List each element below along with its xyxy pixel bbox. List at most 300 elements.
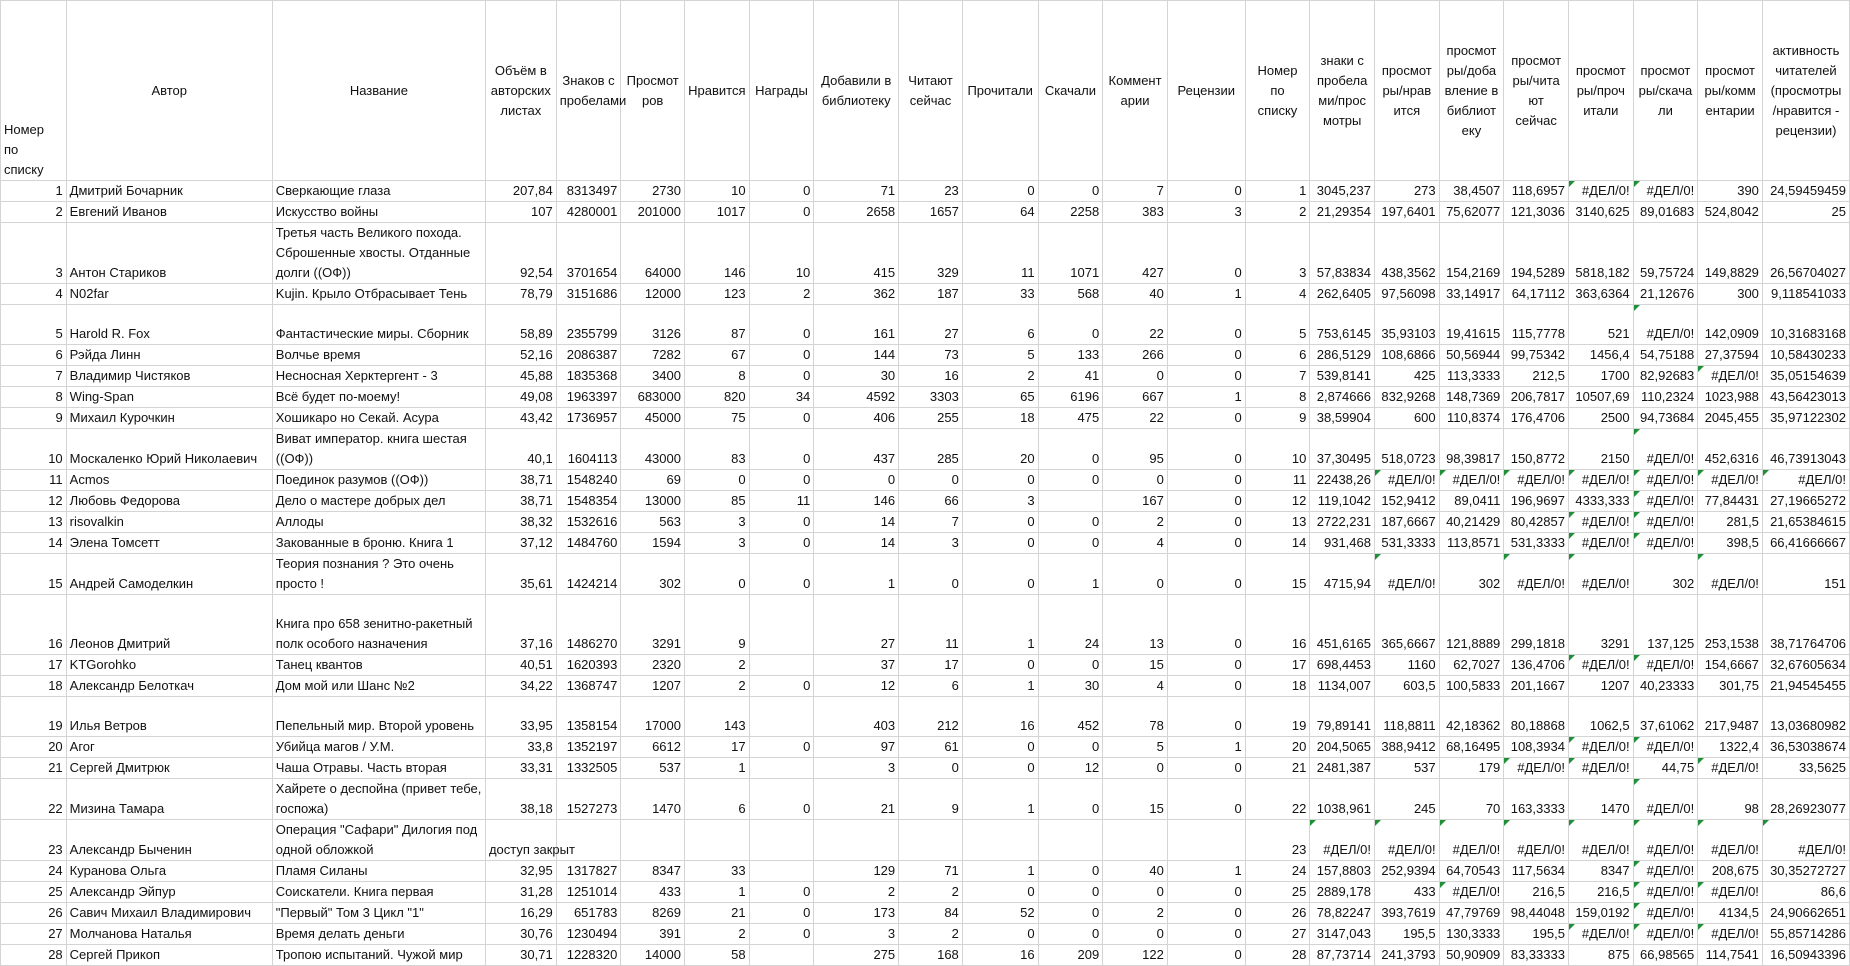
table-cell[interactable]: 10 [749,223,814,284]
table-cell[interactable]: Агог [66,737,272,758]
table-cell[interactable]: 24 [1245,861,1310,882]
table-cell[interactable]: 32,95 [485,861,556,882]
table-cell[interactable]: 518,0723 [1374,429,1439,470]
table-cell[interactable]: 64,17112 [1504,284,1569,305]
table-cell[interactable]: 17 [1245,655,1310,676]
table-cell[interactable]: 2,874666 [1310,387,1375,408]
table-cell[interactable]: 113,8571 [1439,533,1504,554]
table-cell[interactable]: 73 [899,345,963,366]
table-cell[interactable]: 362 [814,284,899,305]
table-cell[interactable]: #ДЕЛ/0! [1633,491,1698,512]
table-cell[interactable]: 0 [1167,924,1245,945]
table-cell[interactable]: #ДЕЛ/0! [1439,820,1504,861]
table-cell[interactable]: 24 [1,861,67,882]
table-cell[interactable]: 36,53038674 [1762,737,1849,758]
table-cell[interactable]: 13 [1103,595,1168,655]
table-cell[interactable]: 4 [1245,284,1310,305]
table-cell[interactable]: #ДЕЛ/0! [1633,924,1698,945]
table-cell[interactable]: 391 [621,924,685,945]
table-cell[interactable]: 24,59459459 [1762,181,1849,202]
table-cell[interactable]: 0 [1167,779,1245,820]
table-cell[interactable]: 427 [1103,223,1168,284]
table-cell[interactable]: Несносная Херктергент - 3 [272,366,485,387]
table-cell[interactable]: #ДЕЛ/0! [1698,366,1763,387]
table-cell[interactable]: 23 [1,820,67,861]
table-cell[interactable]: 0 [1038,533,1103,554]
table-cell[interactable]: 2889,178 [1310,882,1375,903]
table-cell[interactable]: 38,59904 [1310,408,1375,429]
table-cell[interactable]: #ДЕЛ/0! [1439,882,1504,903]
table-cell[interactable]: 154,2169 [1439,223,1504,284]
table-cell[interactable]: Чаша Отравы. Часть вторая [272,758,485,779]
table-cell[interactable]: #ДЕЛ/0! [1504,470,1569,491]
table-cell[interactable]: 195,5 [1504,924,1569,945]
table-cell[interactable]: Волчье время [272,345,485,366]
table-cell[interactable]: 8313497 [556,181,621,202]
table-cell[interactable]: 3 [814,924,899,945]
table-cell[interactable]: 2 [814,882,899,903]
table-cell[interactable]: 30 [1038,676,1103,697]
table-cell[interactable]: 262,6405 [1310,284,1375,305]
table-cell[interactable]: 15 [1103,779,1168,820]
table-cell[interactable]: 17 [899,655,963,676]
table-cell[interactable]: 1352197 [556,737,621,758]
table-cell[interactable]: 21 [1245,758,1310,779]
table-cell[interactable]: доступ закрыт [485,820,556,861]
table-cell[interactable]: 16,29 [485,903,556,924]
table-cell[interactable]: #ДЕЛ/0! [1633,737,1698,758]
table-cell[interactable]: 0 [749,366,814,387]
table-cell[interactable]: 146 [814,491,899,512]
table-cell[interactable]: Евгений Иванов [66,202,272,223]
table-cell[interactable]: 14 [1,533,67,554]
table-cell[interactable]: 77,84431 [1698,491,1763,512]
table-cell[interactable]: 0 [749,554,814,595]
table-cell[interactable] [749,758,814,779]
table-cell[interactable]: 1963397 [556,387,621,408]
table-cell[interactable]: 24,90662651 [1762,903,1849,924]
table-cell[interactable]: 11 [1245,470,1310,491]
table-cell[interactable]: #ДЕЛ/0! [1762,470,1849,491]
table-cell[interactable]: 17 [1,655,67,676]
table-cell[interactable]: 19 [1245,697,1310,737]
table-cell[interactable] [1167,820,1245,861]
table-cell[interactable]: Куранова Ольга [66,861,272,882]
table-cell[interactable]: 216,5 [1568,882,1633,903]
table-cell[interactable]: 12000 [621,284,685,305]
table-cell[interactable]: 1 [1167,737,1245,758]
table-cell[interactable]: 0 [749,408,814,429]
table-cell[interactable]: Илья Ветров [66,697,272,737]
table-cell[interactable]: 80,42857 [1504,512,1569,533]
table-cell[interactable] [962,820,1038,861]
table-cell[interactable]: 1023,988 [1698,387,1763,408]
table-cell[interactable]: 1017 [684,202,749,223]
table-cell[interactable]: 16,50943396 [1762,945,1849,966]
table-cell[interactable]: 1456,4 [1568,345,1633,366]
table-cell[interactable]: 415 [814,223,899,284]
table-cell[interactable]: 1532616 [556,512,621,533]
table-cell[interactable]: 0 [962,737,1038,758]
table-cell[interactable]: 2355799 [556,305,621,345]
table-cell[interactable]: 0 [684,554,749,595]
table-cell[interactable]: 475 [1038,408,1103,429]
table-cell[interactable]: 113,3333 [1439,366,1504,387]
table-cell[interactable]: 0 [1038,924,1103,945]
table-cell[interactable]: 30,71 [485,945,556,966]
table-cell[interactable]: 0 [749,737,814,758]
table-cell[interactable]: 1317827 [556,861,621,882]
table-cell[interactable]: 0 [1038,737,1103,758]
table-cell[interactable]: 201000 [621,202,685,223]
table-cell[interactable]: 37,30495 [1310,429,1375,470]
table-cell[interactable]: 8269 [621,903,685,924]
table-cell[interactable]: 187 [899,284,963,305]
table-cell[interactable]: #ДЕЛ/0! [1633,429,1698,470]
table-cell[interactable]: 3701654 [556,223,621,284]
table-cell[interactable]: 0 [1167,512,1245,533]
table-cell[interactable]: #ДЕЛ/0! [1633,655,1698,676]
table-cell[interactable]: 40,1 [485,429,556,470]
table-cell[interactable]: 146 [684,223,749,284]
table-cell[interactable]: 149,8829 [1698,223,1763,284]
table-cell[interactable]: 37,61062 [1633,697,1698,737]
table-cell[interactable]: Пепельный мир. Второй уровень [272,697,485,737]
table-cell[interactable]: 1548354 [556,491,621,512]
table-cell[interactable]: #ДЕЛ/0! [1698,554,1763,595]
table-cell[interactable]: 433 [621,882,685,903]
table-cell[interactable]: Тропою испытаний. Чужой мир [272,945,485,966]
table-cell[interactable]: 110,2324 [1633,387,1698,408]
table-cell[interactable]: 1251014 [556,882,621,903]
table-cell[interactable]: 698,4453 [1310,655,1375,676]
table-cell[interactable]: 12 [1245,491,1310,512]
table-cell[interactable]: 0 [1167,697,1245,737]
table-cell[interactable]: 50,56944 [1439,345,1504,366]
table-cell[interactable]: #ДЕЛ/0! [1633,470,1698,491]
table-cell[interactable]: 35,97122302 [1762,408,1849,429]
table-cell[interactable]: #ДЕЛ/0! [1568,554,1633,595]
table-cell[interactable]: 1 [962,676,1038,697]
table-cell[interactable]: 85 [684,491,749,512]
table-cell[interactable]: 0 [749,924,814,945]
table-cell[interactable]: 22438,26 [1310,470,1375,491]
table-cell[interactable]: #ДЕЛ/0! [1698,924,1763,945]
table-cell[interactable]: #ДЕЛ/0! [1633,779,1698,820]
table-cell[interactable]: 425 [1374,366,1439,387]
table-cell[interactable]: Танец квантов [272,655,485,676]
table-cell[interactable]: 1700 [1568,366,1633,387]
table-cell[interactable]: 35,61 [485,554,556,595]
table-cell[interactable]: Теория познания ? Это очень просто ! [272,554,485,595]
table-cell[interactable]: #ДЕЛ/0! [1568,512,1633,533]
table-cell[interactable]: 110,8374 [1439,408,1504,429]
table-cell[interactable]: 168 [899,945,963,966]
table-cell[interactable]: 2045,455 [1698,408,1763,429]
table-cell[interactable]: Хайрете о деспойна (привет тебе, госпожа) [272,779,485,820]
table-cell[interactable]: 194,5289 [1504,223,1569,284]
column-header[interactable]: Читают сейчас [899,1,963,181]
table-cell[interactable]: #ДЕЛ/0! [1504,758,1569,779]
table-cell[interactable]: 531,3333 [1504,533,1569,554]
table-cell[interactable]: 78 [1103,697,1168,737]
table-cell[interactable] [899,820,963,861]
table-cell[interactable]: 300 [1698,284,1763,305]
table-cell[interactable]: 6 [1,345,67,366]
table-cell[interactable]: 3 [814,758,899,779]
table-cell[interactable]: 7 [1245,366,1310,387]
table-cell[interactable]: Александр Эйпур [66,882,272,903]
table-cell[interactable]: 3147,043 [1310,924,1375,945]
table-cell[interactable]: 1470 [1568,779,1633,820]
table-cell[interactable]: #ДЕЛ/0! [1568,758,1633,779]
table-cell[interactable]: 683000 [621,387,685,408]
table-cell[interactable]: 0 [749,533,814,554]
table-cell[interactable]: 212,5 [1504,366,1569,387]
table-cell[interactable]: 6196 [1038,387,1103,408]
table-cell[interactable]: 2658 [814,202,899,223]
table-cell[interactable]: Дело о мастере добрых дел [272,491,485,512]
table-cell[interactable]: 0 [899,554,963,595]
table-cell[interactable]: 4 [1103,676,1168,697]
table-cell[interactable]: 4 [1103,533,1168,554]
table-cell[interactable]: 33,14917 [1439,284,1504,305]
table-cell[interactable]: 41 [1038,366,1103,387]
table-cell[interactable]: 118,8811 [1374,697,1439,737]
table-cell[interactable]: Дмитрий Бочарник [66,181,272,202]
table-cell[interactable]: 38,71 [485,491,556,512]
table-cell[interactable]: Александр Быченин [66,820,272,861]
table-cell[interactable]: 0 [1038,861,1103,882]
table-cell[interactable]: 0 [1167,429,1245,470]
table-cell[interactable]: 2481,387 [1310,758,1375,779]
column-header[interactable]: Просмот ров [621,1,685,181]
table-cell[interactable]: 9 [1245,408,1310,429]
table-cell[interactable]: 16 [1,595,67,655]
table-cell[interactable]: 600 [1374,408,1439,429]
table-cell[interactable]: #ДЕЛ/0! [1633,181,1698,202]
table-cell[interactable]: 0 [749,512,814,533]
table-cell[interactable]: 30,76 [485,924,556,945]
table-cell[interactable]: 2 [1,202,67,223]
table-cell[interactable]: 67 [684,345,749,366]
table-cell[interactable]: 94,73684 [1633,408,1698,429]
table-cell[interactable]: 390 [1698,181,1763,202]
table-cell[interactable]: Владимир Чистяков [66,366,272,387]
table-cell[interactable]: 38,71764706 [1762,595,1849,655]
table-cell[interactable]: 245 [1374,779,1439,820]
table-cell[interactable]: 40,21429 [1439,512,1504,533]
table-cell[interactable]: 9,118541033 [1762,284,1849,305]
table-cell[interactable]: 21,29354 [1310,202,1375,223]
table-cell[interactable]: 0 [749,305,814,345]
table-cell[interactable]: 452,6316 [1698,429,1763,470]
table-cell[interactable]: 21 [1,758,67,779]
table-cell[interactable]: #ДЕЛ/0! [1374,820,1439,861]
table-cell[interactable]: 0 [962,554,1038,595]
table-cell[interactable]: Соискатели. Книга первая [272,882,485,903]
column-header[interactable]: Номер по списку [1,1,67,181]
table-cell[interactable]: 21,12676 [1633,284,1698,305]
table-cell[interactable]: 20 [1,737,67,758]
table-cell[interactable]: 1594 [621,533,685,554]
table-cell[interactable]: 207,84 [485,181,556,202]
table-cell[interactable]: 119,1042 [1310,491,1375,512]
table-cell[interactable]: 27,37594 [1698,345,1763,366]
table-cell[interactable] [1038,491,1103,512]
table-cell[interactable]: 1 [1038,554,1103,595]
table-cell[interactable]: 1835368 [556,366,621,387]
table-cell[interactable]: 5818,182 [1568,223,1633,284]
table-cell[interactable]: 0 [1038,305,1103,345]
column-header[interactable]: Рецензии [1167,1,1245,181]
table-cell[interactable]: 206,7817 [1504,387,1569,408]
table-cell[interactable]: 9 [684,595,749,655]
table-cell[interactable]: 2320 [621,655,685,676]
table-cell[interactable]: 1470 [621,779,685,820]
table-cell[interactable]: 31,28 [485,882,556,903]
table-cell[interactable]: Книга про 658 зенитно-ракетный полк особого назначения [272,595,485,655]
table-cell[interactable]: 28 [1,945,67,966]
table-cell[interactable]: 137,125 [1633,595,1698,655]
table-cell[interactable]: 10,31683168 [1762,305,1849,345]
table-cell[interactable]: 17 [684,737,749,758]
table-cell[interactable]: 108,6866 [1374,345,1439,366]
table-cell[interactable]: 252,9394 [1374,861,1439,882]
table-cell[interactable]: 0 [1167,366,1245,387]
table-cell[interactable]: 18 [1245,676,1310,697]
table-cell[interactable]: 21 [814,779,899,820]
table-cell[interactable]: 0 [749,882,814,903]
table-cell[interactable]: #ДЕЛ/0! [1633,903,1698,924]
table-cell[interactable]: 58 [684,945,749,966]
table-cell[interactable]: 2 [899,924,963,945]
table-cell[interactable]: 1 [962,595,1038,655]
table-cell[interactable]: 3 [684,533,749,554]
table-cell[interactable]: Антон Стариков [66,223,272,284]
table-cell[interactable]: 58,89 [485,305,556,345]
table-cell[interactable]: 33 [962,284,1038,305]
table-cell[interactable]: #ДЕЛ/0! [1633,882,1698,903]
table-cell[interactable]: 82,92683 [1633,366,1698,387]
table-cell[interactable]: 22 [1,779,67,820]
table-cell[interactable]: 1322,4 [1698,737,1763,758]
table-cell[interactable]: 329 [899,223,963,284]
table-cell[interactable]: 1 [814,554,899,595]
table-cell[interactable]: 152,9412 [1374,491,1439,512]
table-cell[interactable]: 1 [1167,861,1245,882]
table-cell[interactable]: 0 [1167,945,1245,966]
table-cell[interactable]: 34,22 [485,676,556,697]
table-cell[interactable]: 154,6667 [1698,655,1763,676]
table-cell[interactable]: #ДЕЛ/0! [1762,820,1849,861]
table-cell[interactable]: 0 [749,181,814,202]
table-cell[interactable]: 13,03680982 [1762,697,1849,737]
table-cell[interactable]: 1486270 [556,595,621,655]
table-cell[interactable]: 875 [1568,945,1633,966]
table-cell[interactable]: 0 [1038,429,1103,470]
table-cell[interactable]: 173 [814,903,899,924]
table-cell[interactable]: 4715,94 [1310,554,1375,595]
table-cell[interactable]: 0 [749,676,814,697]
table-cell[interactable]: 0 [1167,758,1245,779]
table-cell[interactable]: 285 [899,429,963,470]
table-cell[interactable]: 7 [899,512,963,533]
table-cell[interactable]: 144 [814,345,899,366]
table-cell[interactable]: 167 [1103,491,1168,512]
table-cell[interactable]: #ДЕЛ/0! [1633,305,1698,345]
column-header[interactable]: просмот ры/чита ют сейчас [1504,1,1569,181]
table-cell[interactable]: 2 [962,366,1038,387]
column-header[interactable]: просмот ры/комм ентарии [1698,1,1763,181]
table-cell[interactable]: 23 [899,181,963,202]
table-cell[interactable]: 0 [1167,595,1245,655]
table-cell[interactable]: Harold R. Fox [66,305,272,345]
table-cell[interactable]: 1 [684,882,749,903]
table-cell[interactable]: 21,65384615 [1762,512,1849,533]
column-header[interactable]: Коммент арии [1103,1,1168,181]
table-cell[interactable]: 0 [749,202,814,223]
table-cell[interactable]: 299,1818 [1504,595,1569,655]
table-cell[interactable]: 2 [749,284,814,305]
table-cell[interactable]: 115,7778 [1504,305,1569,345]
table-cell[interactable] [749,655,814,676]
table-cell[interactable]: 11 [749,491,814,512]
table-cell[interactable]: 0 [1167,655,1245,676]
table-cell[interactable]: 122 [1103,945,1168,966]
table-cell[interactable]: 1 [962,779,1038,820]
table-cell[interactable]: 1 [962,861,1038,882]
table-cell[interactable]: 302 [1633,554,1698,595]
table-cell[interactable]: 38,71 [485,470,556,491]
table-cell[interactable]: 13 [1245,512,1310,533]
table-cell[interactable]: 47,79769 [1439,903,1504,924]
table-cell[interactable]: 438,3562 [1374,223,1439,284]
table-cell[interactable]: 0 [1167,181,1245,202]
table-cell[interactable]: 50,90909 [1439,945,1504,966]
table-cell[interactable]: 0 [1103,470,1168,491]
table-cell[interactable]: 208,675 [1698,861,1763,882]
table-cell[interactable]: 84 [899,903,963,924]
table-cell[interactable]: #ДЕЛ/0! [1568,655,1633,676]
table-cell[interactable]: 197,6401 [1374,202,1439,223]
table-cell[interactable]: 0 [962,181,1038,202]
table-cell[interactable]: 0 [962,882,1038,903]
column-header[interactable]: активность читателей (просмотры /нравится - рецензии) [1762,1,1849,181]
table-cell[interactable]: N02far [66,284,272,305]
table-cell[interactable]: 100,5833 [1439,676,1504,697]
table-cell[interactable]: Михаил Курочкин [66,408,272,429]
table-cell[interactable]: Любовь Федорова [66,491,272,512]
table-cell[interactable]: 1 [1167,284,1245,305]
table-cell[interactable]: 163,3333 [1504,779,1569,820]
table-cell[interactable]: 0 [1167,408,1245,429]
table-cell[interactable]: 89,01683 [1633,202,1698,223]
table-cell[interactable] [1038,820,1103,861]
table-cell[interactable]: 0 [749,429,814,470]
table-cell[interactable]: 37 [814,655,899,676]
table-cell[interactable]: #ДЕЛ/0! [1698,882,1763,903]
table-cell[interactable]: 1332505 [556,758,621,779]
table-cell[interactable]: Андрей Самоделкин [66,554,272,595]
table-cell[interactable]: Сверкающие глаза [272,181,485,202]
table-cell[interactable]: 406 [814,408,899,429]
table-cell[interactable]: 212 [899,697,963,737]
table-cell[interactable]: #ДЕЛ/0! [1633,861,1698,882]
table-cell[interactable]: 28 [1245,945,1310,966]
table-cell[interactable]: KTGorohko [66,655,272,676]
table-cell[interactable]: 568 [1038,284,1103,305]
